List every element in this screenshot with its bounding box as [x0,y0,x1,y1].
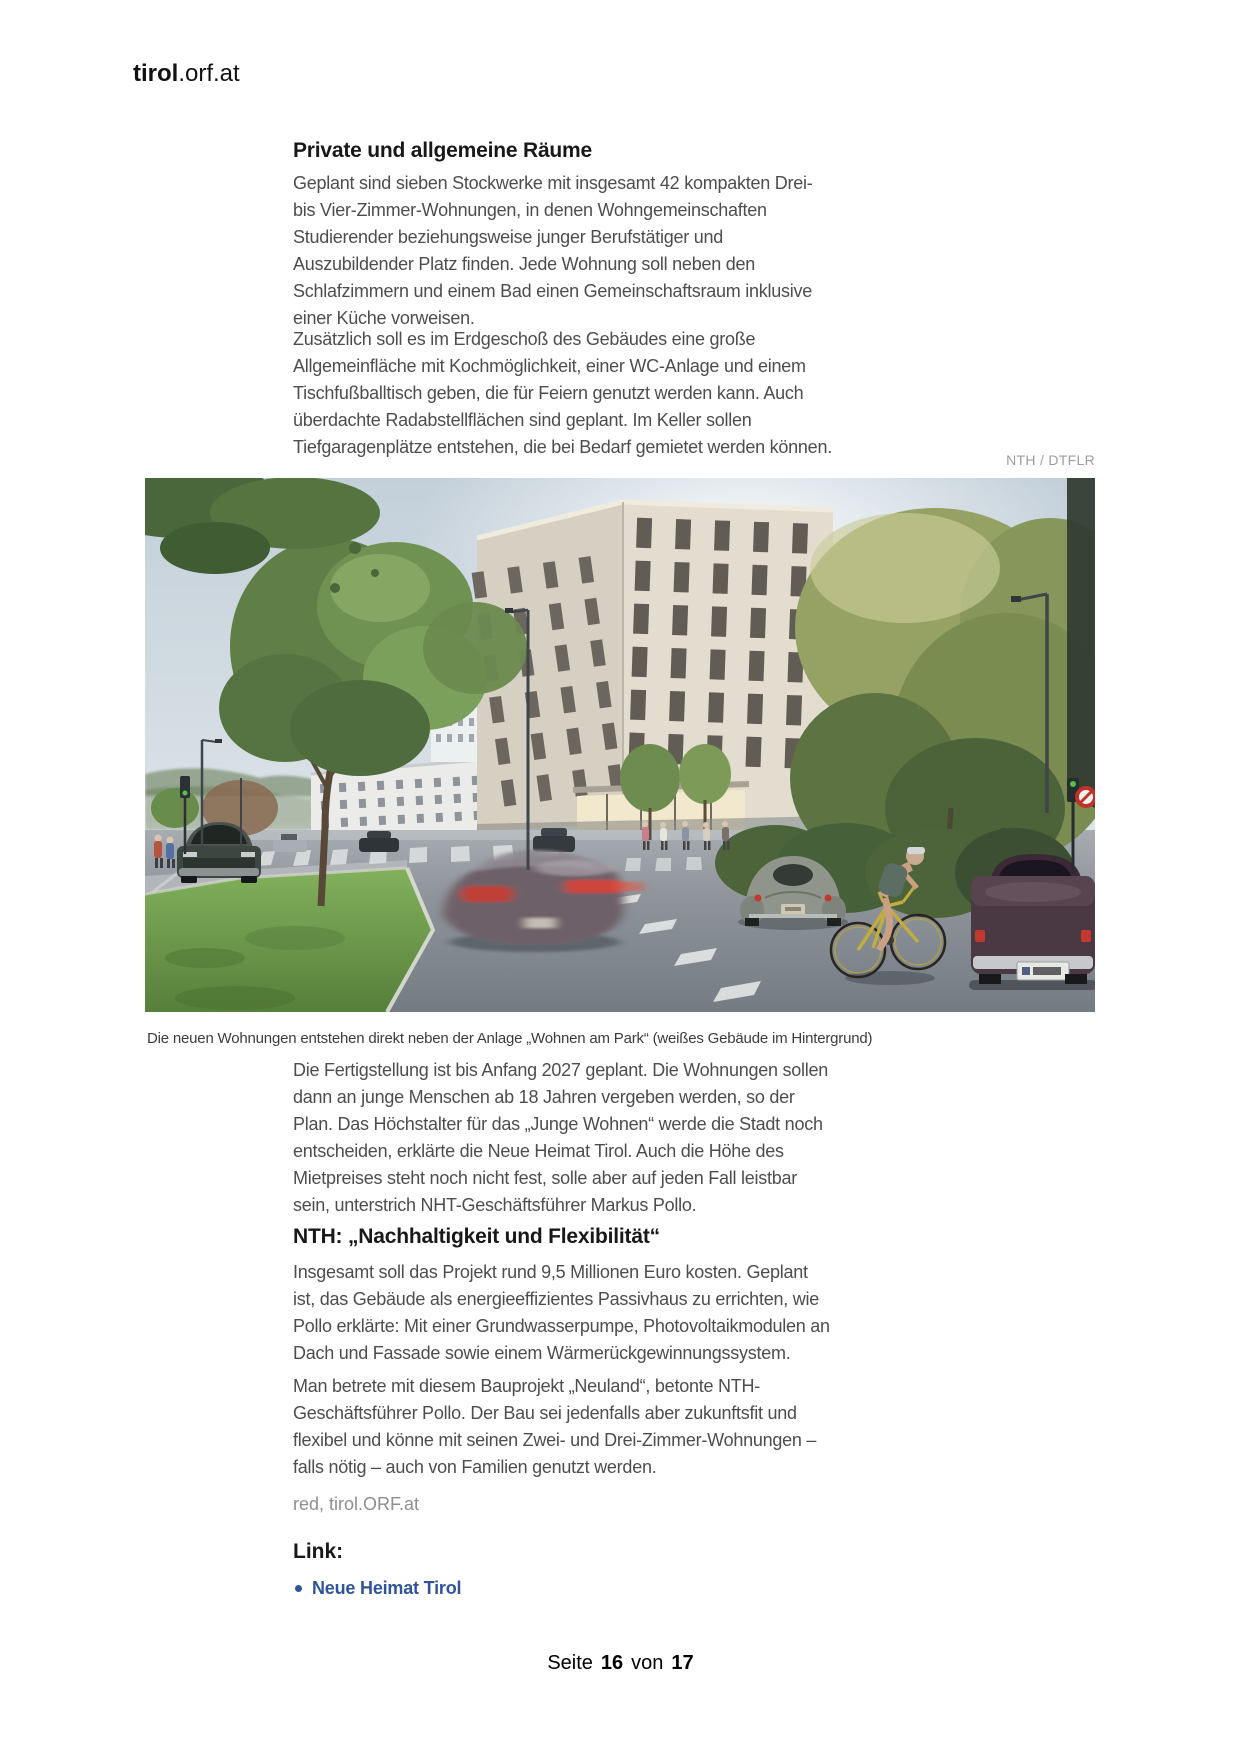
link-list-item [295,1578,461,1599]
site-logo-rest: .orf.at [178,60,240,87]
bullet-icon [295,1585,302,1592]
footer-of-word: von [631,1652,664,1674]
no-entry-sign [1077,788,1095,806]
site-logo [133,60,240,88]
dark-edge [1067,478,1095,808]
byline: red, tirol.ORF.at [293,1494,420,1514]
section-heading-rooms: Private und allgemeine Räume [293,139,593,162]
photo-caption: Die neuen Wohnungen entstehen direkt neben der Anlage „Wohnen am Park“ (weißes Gebäude im Hintergrund) [147,1030,873,1047]
section-heading-nth: NTH: „Nachhaltigkeit und Flexibilität“ [293,1225,660,1248]
paragraph-cost: Insgesamt soll das Projekt rund 9,5 Millionen Euro kosten. Geplant ist, das Gebäude als energieeffizientes Passivhaus zu errichten, wie Pollo erklärte: Mit einer Grundwasserpumpe, Photovoltaikmodulen an Dach und Fassade sowie einem Wärmerückgewinnungssystem. [293,1262,830,1363]
street-render [145,478,1095,1012]
paragraph-neuland: Man betrete mit diesem Bauprojekt „Neuland“, betonte NTH-Geschäftsführer Pollo. Der Bau sei jedenfalls aber zukunftsfit und flexibel und könne mit seinen Zwei- und Drei-Zimmer-Wohnungen – falls nötig – auch von Familien genutzt werden. [293,1376,817,1477]
page-footer [0,1652,1241,1675]
article-photo [145,478,1095,1012]
paragraph-floors: Geplant sind sieben Stockwerke mit insgesamt 42 kompakten Drei- bis Vier-Zimmer-Wohnungen, in denen Wohngemeinschaften Studierender beziehungsweise junger Berufstätiger und Auszubildender Platz finden. Jede Wohnung soll neben den Schlafzimmern und einem Bad einen Gemeinschaftsraum inklusive einer Küche vorweisen. [293,173,813,328]
paragraph-groundfloor: Zusätzlich soll es im Erdgeschoß des Gebäudes eine große Allgemeinfläche mit Kochmöglichkeit, einer WC-Anlage und einem Tischfußballtisch geben, die für Feiern genutzt werden kann. Auch überdachte Radabstellflächen sind geplant. Im Keller sollen Tiefgaragenplätze entstehen, die bei Bedarf gemietet werden können. [293,329,832,457]
footer-page-word: Seite [547,1652,593,1674]
link-neue-heimat-tirol[interactable]: Neue Heimat Tirol [312,1578,462,1598]
site-logo-bold: tirol [133,60,179,87]
photo-credit: NTH / DTFLR [1006,452,1095,468]
links-heading: Link: [293,1540,344,1563]
footer-total-pages: 17 [671,1652,694,1674]
paragraph-completion: Die Fertigstellung ist bis Anfang 2027 geplant. Die Wohnungen sollen dann an junge Menschen ab 18 Jahren vergeben werden, so der Plan. Das Höchstalter für das „Junge Wohnen“ werde die Stadt noch entscheiden, erklärte die Neue Heimat Tirol. Auch die Höhe des Mietpreises steht noch nicht fest, solle aber auf jeden Fall leistbar sein, unterstrich NHT-Geschäftsführer Markus Pollo. [293,1060,829,1215]
median-grass [145,868,433,1012]
roadside-tree [151,788,199,828]
footer-current-page: 16 [600,1652,624,1674]
